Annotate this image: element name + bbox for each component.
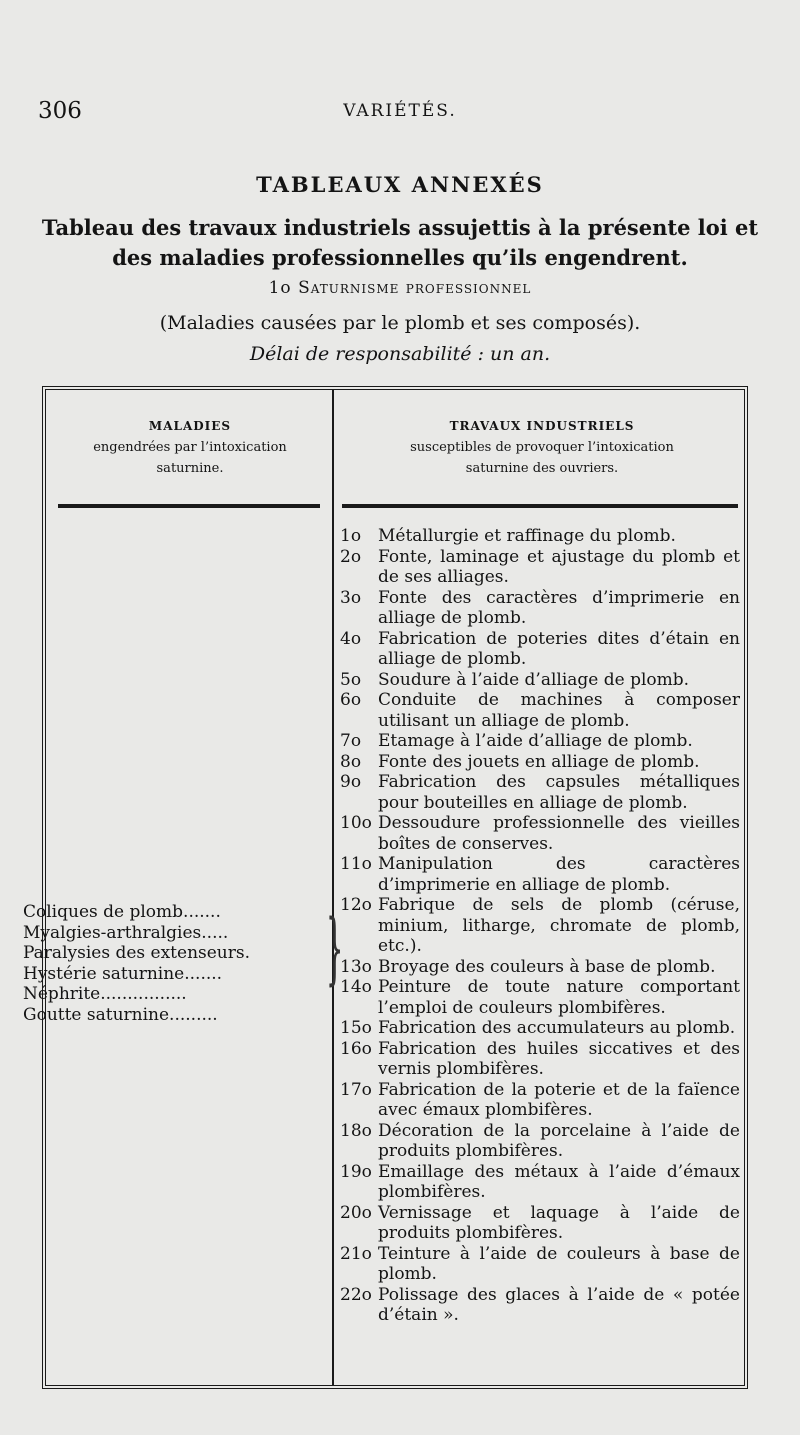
work-text: Soudure à l’aide d’alliage de plomb. [378, 669, 690, 690]
work-text: Peinture de toute nature comportant l’emploi de couleurs plombifères. [378, 977, 740, 1018]
work-item [340, 854, 740, 895]
work-number: 4o [340, 628, 362, 649]
disease-item: Myalgies-arthralgies..... [23, 922, 229, 943]
work-number: 14o [340, 977, 372, 997]
header-rule [58, 504, 320, 508]
work-number: 7o [340, 731, 362, 751]
work-text: Fabrication de la poterie et de la faïence avec émaux plombifères. [378, 1079, 740, 1120]
header-rule [342, 504, 738, 508]
work-item [340, 629, 740, 670]
work-number: 18o [340, 1120, 372, 1141]
work-item [340, 1162, 740, 1203]
work-item [340, 1203, 740, 1244]
work-item [340, 526, 740, 547]
work-number: 13o [340, 956, 372, 977]
work-item [340, 731, 740, 752]
work-text: Conduite de machines à composer utilisant un alliage de plomb. [378, 690, 740, 731]
work-number: 20o [340, 1202, 372, 1223]
disease-item: Coliques de plomb....... [23, 902, 221, 922]
work-item [340, 1018, 740, 1039]
annex-title: TABLEAUX ANNEXÉS [256, 172, 544, 197]
page-header [38, 98, 762, 128]
work-item [340, 588, 740, 629]
work-number: 12o [340, 895, 372, 915]
industrial-works-list [340, 526, 740, 1326]
diseases-caption: (Maladies causées par le plomb et ses composés). [159, 312, 641, 334]
section-name: Saturnisme professionnel [298, 278, 532, 298]
work-text: Fabrication des huiles siccatives et des vernis plombifères. [378, 1038, 740, 1079]
work-item [340, 895, 740, 957]
page-number: 306 [38, 98, 82, 124]
diseases-header-title: MALADIES [148, 419, 232, 433]
work-text: Fabrication des accumulateurs au plomb. [378, 1018, 736, 1038]
work-item [340, 1121, 740, 1162]
work-number: 10o [340, 813, 372, 833]
work-item [340, 690, 740, 731]
work-number: 3o [340, 587, 362, 608]
work-item [340, 670, 740, 691]
work-item [340, 752, 740, 773]
work-text: Métallurgie et raffinage du plomb. [378, 526, 676, 546]
disease-item: Goutte saturnine......... [23, 1004, 218, 1025]
work-text: Teinture à l’aide de couleurs à base de plomb. [378, 1243, 740, 1284]
work-number: 11o [340, 854, 372, 874]
diseases-column-header [54, 416, 326, 479]
works-header-line: susceptibles de provoquer l’intoxication [410, 440, 674, 455]
work-text: Fabrique de sels de plomb (céruse, minium, litharge, chromate de plomb, etc.). [378, 895, 740, 956]
disease-item: Paralysies des extenseurs. [23, 943, 251, 963]
work-item [340, 1244, 740, 1285]
work-number: 19o [340, 1161, 372, 1182]
work-item [340, 957, 740, 978]
work-number: 9o [340, 772, 362, 792]
diseases-list [23, 902, 303, 1025]
work-text: Manipulation des caractères d’imprimerie en alliage de plomb. [378, 854, 740, 895]
work-item [340, 772, 740, 813]
disease-item: Néphrite................ [23, 984, 187, 1004]
work-number: 17o [340, 1079, 372, 1100]
work-item [340, 547, 740, 588]
work-text: Fonte des caractères d’imprimerie en alliage de plomb. [378, 587, 740, 628]
column-divider [332, 390, 334, 1385]
grouping-brace: } [326, 904, 344, 994]
work-text: Décoration de la porcelaine à l’aide de produits plombifères. [378, 1120, 740, 1161]
work-number: 16o [340, 1038, 372, 1059]
work-text: Fonte des jouets en alliage de plomb. [378, 751, 700, 772]
work-text: Polissage des glaces à l’aide de « potée d’étain ». [378, 1284, 740, 1325]
work-number: 15o [340, 1018, 372, 1038]
works-header-line: saturnine des ouvriers. [465, 461, 619, 476]
diseases-header-line: engendrées par l’intoxication [93, 440, 287, 455]
section-number: 1o [268, 278, 292, 298]
work-item [340, 977, 740, 1018]
work-text: Emaillage des métaux à l’aide d’émaux plombifères. [378, 1161, 740, 1202]
work-number: 22o [340, 1284, 372, 1305]
work-text: Broyage des couleurs à base de plomb. [378, 956, 716, 977]
work-number: 8o [340, 751, 362, 772]
work-text: Fabrication des capsules métalliques pour bouteilles en alliage de plomb. [378, 772, 740, 813]
work-item [340, 1285, 740, 1326]
running-head: VARIÉTÉS. [343, 101, 457, 121]
work-number: 6o [340, 690, 362, 710]
work-text: Etamage à l’aide d’alliage de plomb. [378, 731, 693, 751]
table-subtitle: Tableau des travaux industriels assujettis à la présente loi et des maladies professionnelles qu’ils engendrent. [41, 215, 759, 270]
work-item [340, 1039, 740, 1080]
work-text: Dessoudure professionnelle des vieilles boîtes de conserves. [378, 813, 740, 854]
work-text: Vernissage et laquage à l’aide de produits plombifères. [378, 1202, 740, 1243]
work-number: 5o [340, 669, 362, 690]
works-column-header [342, 416, 742, 479]
work-text: Fabrication de poteries dites d’étain en alliage de plomb. [378, 628, 740, 669]
work-number: 21o [340, 1243, 372, 1264]
work-text: Fonte, laminage et ajustage du plomb et de ses alliages. [378, 546, 740, 587]
diseases-header-line: saturnine. [156, 461, 224, 476]
disease-item: Hystérie saturnine....... [23, 963, 223, 984]
section-title [0, 278, 800, 298]
works-header-title: TRAVAUX INDUSTRIELS [449, 419, 635, 433]
work-item [340, 813, 740, 854]
work-number: 1o [340, 526, 362, 546]
work-number: 2o [340, 546, 362, 567]
liability-delay: Délai de responsabilité : un an. [249, 343, 551, 365]
work-item [340, 1080, 740, 1121]
